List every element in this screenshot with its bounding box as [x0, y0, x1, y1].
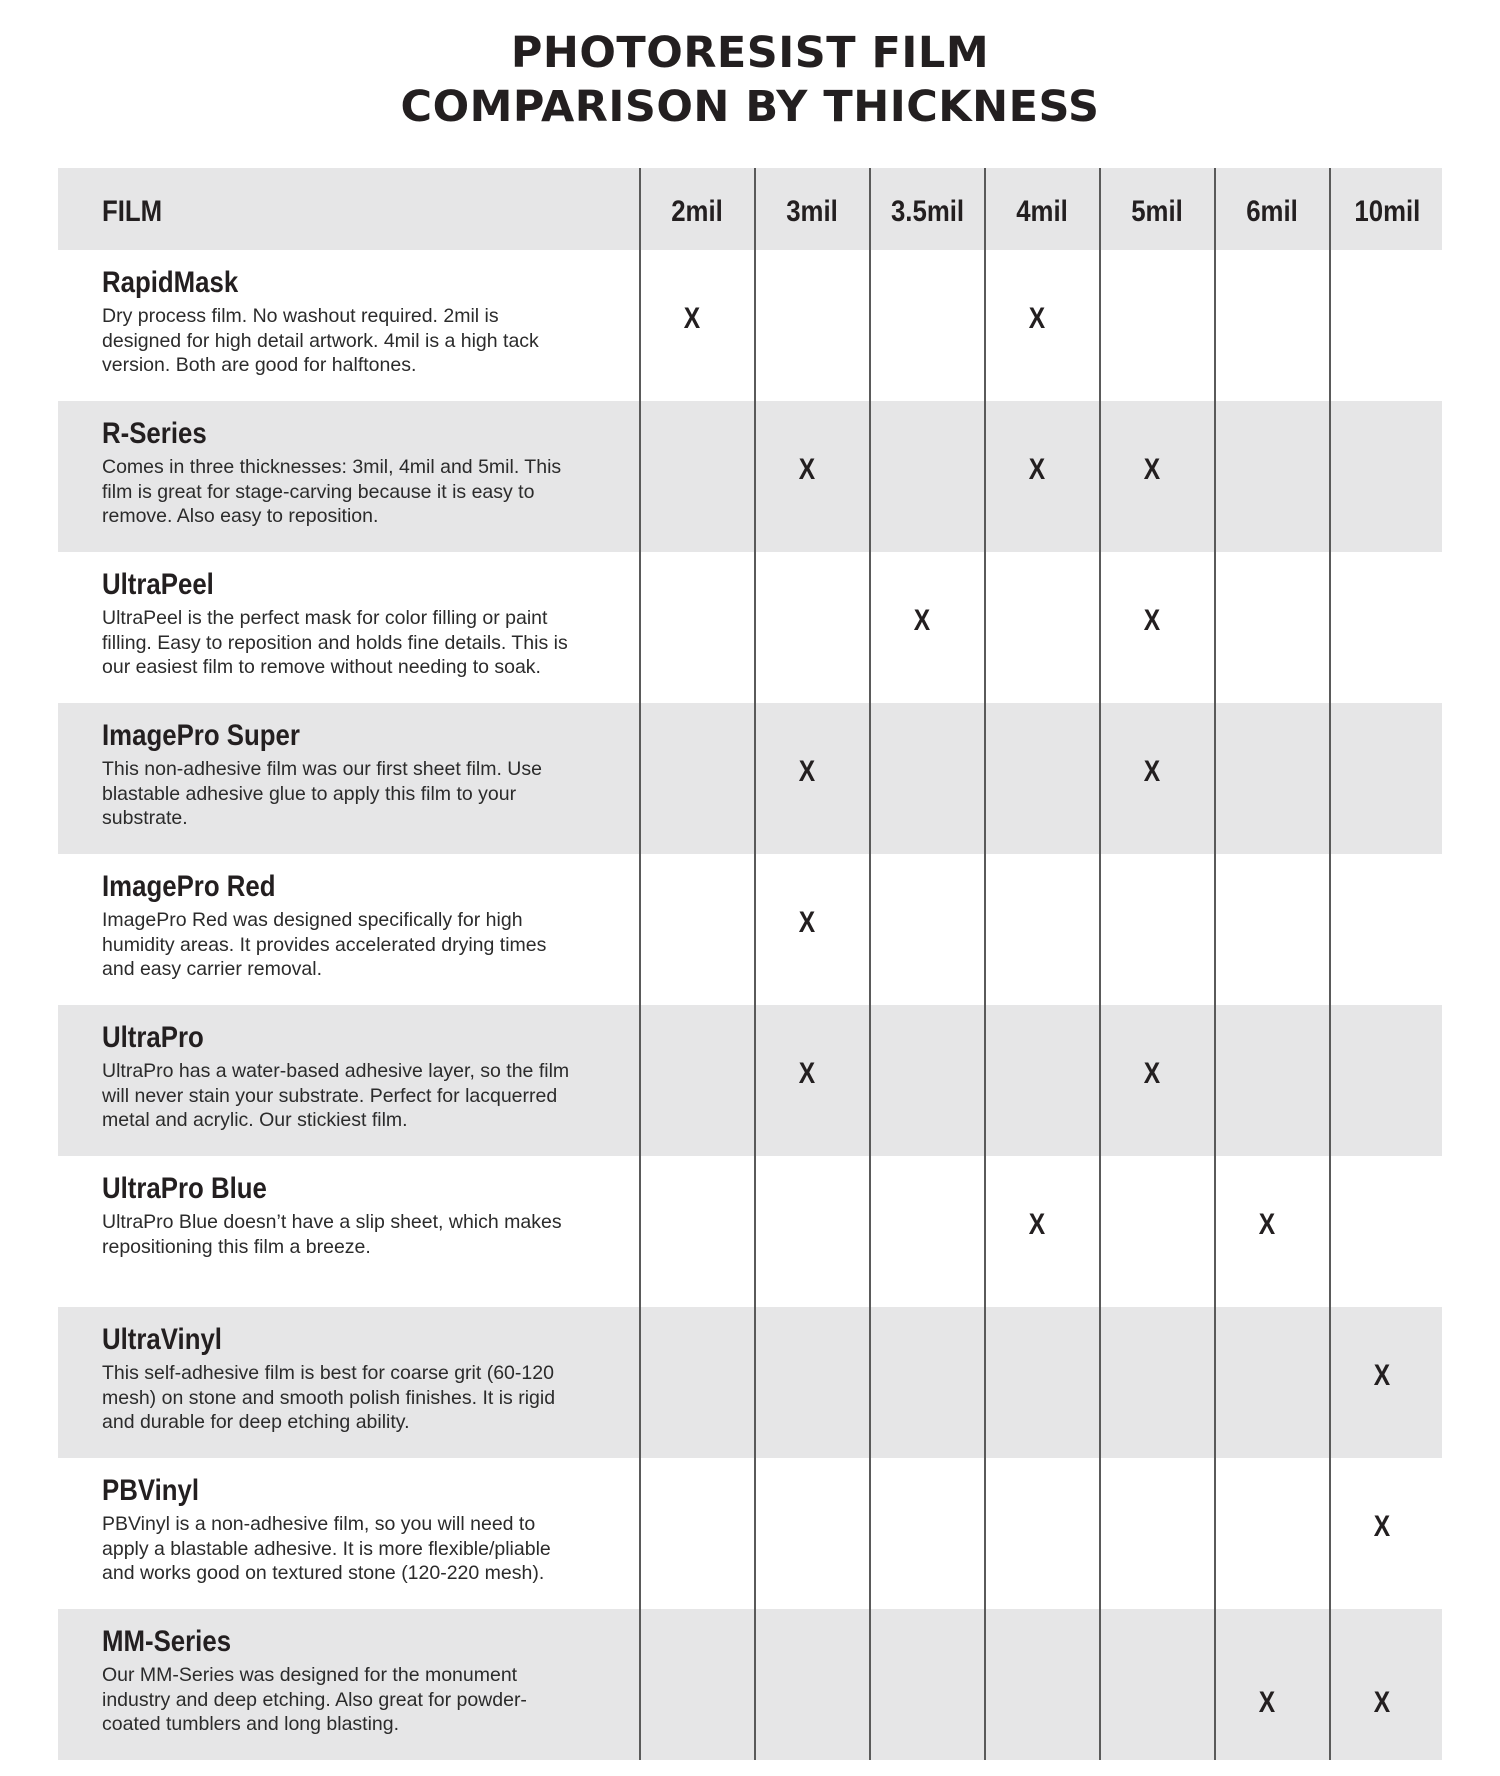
thickness-mark	[1325, 1686, 1440, 1720]
thickness-mark	[1210, 1208, 1325, 1242]
film-name: UltraPro Blue	[102, 1172, 267, 1205]
thickness-mark-symbol: X	[1374, 1359, 1391, 1392]
column-header-label: 2mil	[671, 195, 724, 228]
thickness-mark-symbol: X	[1144, 755, 1161, 788]
thickness-mark	[865, 604, 980, 638]
film-description: UltraPro has a water-based adhesive layer, so the film will never stain your substrate. Perfect for lacquerred metal and acrylic. Our stickiest film.	[102, 1060, 570, 1131]
column-header-label: 4mil	[1016, 195, 1069, 228]
table-row	[58, 1458, 1442, 1609]
column-header	[1215, 195, 1330, 229]
column-divider	[754, 168, 756, 1760]
column-header-label: 3mil	[786, 195, 839, 228]
thickness-mark-symbol: X	[799, 453, 816, 486]
film-name: RapidMask	[102, 266, 239, 299]
column-header-label: 3.5mil	[890, 195, 965, 228]
table-row	[58, 1307, 1442, 1458]
column-header	[640, 195, 755, 229]
thickness-mark-symbol: X	[799, 755, 816, 788]
thickness-mark	[1095, 755, 1210, 789]
film-name: UltraVinyl	[102, 1323, 222, 1356]
thickness-mark	[1325, 1359, 1440, 1393]
thickness-mark	[980, 1208, 1095, 1242]
film-description: UltraPeel is the perfect mask for color filling or paint filling. Easy to reposition and holds fine details. This is our easiest film to remove without needing to soak.	[102, 607, 568, 678]
thickness-mark-symbol: X	[1259, 1208, 1276, 1241]
thickness-mark	[750, 1057, 865, 1091]
title-line-1: PHOTORESIST FILM	[510, 28, 990, 78]
thickness-mark	[980, 302, 1095, 336]
table-row	[58, 1156, 1442, 1307]
column-divider	[1214, 168, 1216, 1760]
column-header	[1330, 195, 1445, 229]
thickness-mark-symbol: X	[1029, 453, 1046, 486]
page-title	[0, 26, 1500, 134]
film-description: This non-adhesive film was our first sheet film. Use blastable adhesive glue to apply this film to your substrate.	[102, 758, 542, 829]
thickness-mark-symbol: X	[1144, 1057, 1161, 1090]
table-row	[58, 250, 1442, 401]
column-header-label: 5mil	[1131, 195, 1184, 228]
table-row	[58, 552, 1442, 703]
thickness-mark	[750, 906, 865, 940]
thickness-mark-symbol: X	[799, 1057, 816, 1090]
thickness-mark-symbol: X	[684, 302, 701, 335]
thickness-mark-symbol: X	[1144, 453, 1161, 486]
film-name: ImagePro Red	[102, 870, 276, 903]
column-header	[870, 195, 985, 229]
thickness-mark	[980, 453, 1095, 487]
table-row	[58, 1005, 1442, 1156]
film-description: Comes in three thicknesses: 3mil, 4mil and 5mil. This film is great for stage-carving because it is easy to remove. Also easy to reposition.	[102, 456, 562, 527]
column-divider	[984, 168, 986, 1760]
film-name: ImagePro Super	[102, 719, 300, 752]
thickness-mark	[1210, 1686, 1325, 1720]
film-name: UltraPro	[102, 1021, 204, 1054]
thickness-mark	[1095, 604, 1210, 638]
column-divider	[639, 168, 641, 1760]
column-divider	[1329, 168, 1331, 1760]
film-name: R-Series	[102, 417, 207, 450]
film-description: ImagePro Red was designed specifically for high humidity areas. It provides accelerated drying times and easy carrier removal.	[102, 909, 547, 980]
thickness-mark	[750, 755, 865, 789]
thickness-mark	[1095, 1057, 1210, 1091]
column-header	[985, 195, 1100, 229]
thickness-mark	[635, 302, 750, 336]
film-description: Our MM-Series was designed for the monument industry and deep etching. Also great for powder-coated tumblers and long blasting.	[102, 1664, 527, 1735]
thickness-mark	[1325, 1510, 1440, 1544]
thickness-mark-symbol: X	[1374, 1510, 1391, 1543]
film-name: PBVinyl	[102, 1474, 200, 1507]
title-line-2: COMPARISON BY THICKNESS	[400, 82, 1100, 132]
thickness-mark	[1095, 453, 1210, 487]
thickness-mark-symbol: X	[1029, 1208, 1046, 1241]
thickness-mark-symbol: X	[1029, 302, 1046, 335]
column-header-label: 6mil	[1246, 195, 1299, 228]
table-header-row	[58, 168, 1442, 250]
film-description: Dry process film. No washout required. 2mil is designed for high detail artwork. 4mil is a high tack version. Both are good for halftones.	[102, 305, 539, 376]
thickness-mark-symbol: X	[914, 604, 931, 637]
column-divider	[869, 168, 871, 1760]
thickness-mark-symbol: X	[799, 906, 816, 939]
table-row	[58, 703, 1442, 854]
column-header	[755, 195, 870, 229]
table-row	[58, 401, 1442, 552]
table-row	[58, 1609, 1442, 1760]
film-description: UltraPro Blue doesn’t have a slip sheet, which makes repositioning this film a breeze.	[102, 1211, 562, 1258]
film-description: PBVinyl is a non-adhesive film, so you will need to apply a blastable adhesive. It is more flexible/pliable and works good on textured stone (120-220 mesh).	[102, 1513, 551, 1584]
thickness-mark-symbol: X	[1259, 1686, 1276, 1719]
table-row	[58, 854, 1442, 1005]
column-header	[1100, 195, 1215, 229]
film-name: UltraPeel	[102, 568, 214, 601]
thickness-mark-symbol: X	[1374, 1686, 1391, 1719]
thickness-mark-symbol: X	[1144, 604, 1161, 637]
thickness-mark	[750, 453, 865, 487]
header-film-label: FILM	[102, 195, 163, 228]
film-description: This self-adhesive film is best for coarse grit (60-120 mesh) on stone and smooth polish finishes. It is rigid and durable for deep etching ability.	[102, 1362, 556, 1433]
film-name: MM-Series	[102, 1625, 232, 1658]
column-divider	[1099, 168, 1101, 1760]
column-header-label: 10mil	[1354, 195, 1421, 228]
